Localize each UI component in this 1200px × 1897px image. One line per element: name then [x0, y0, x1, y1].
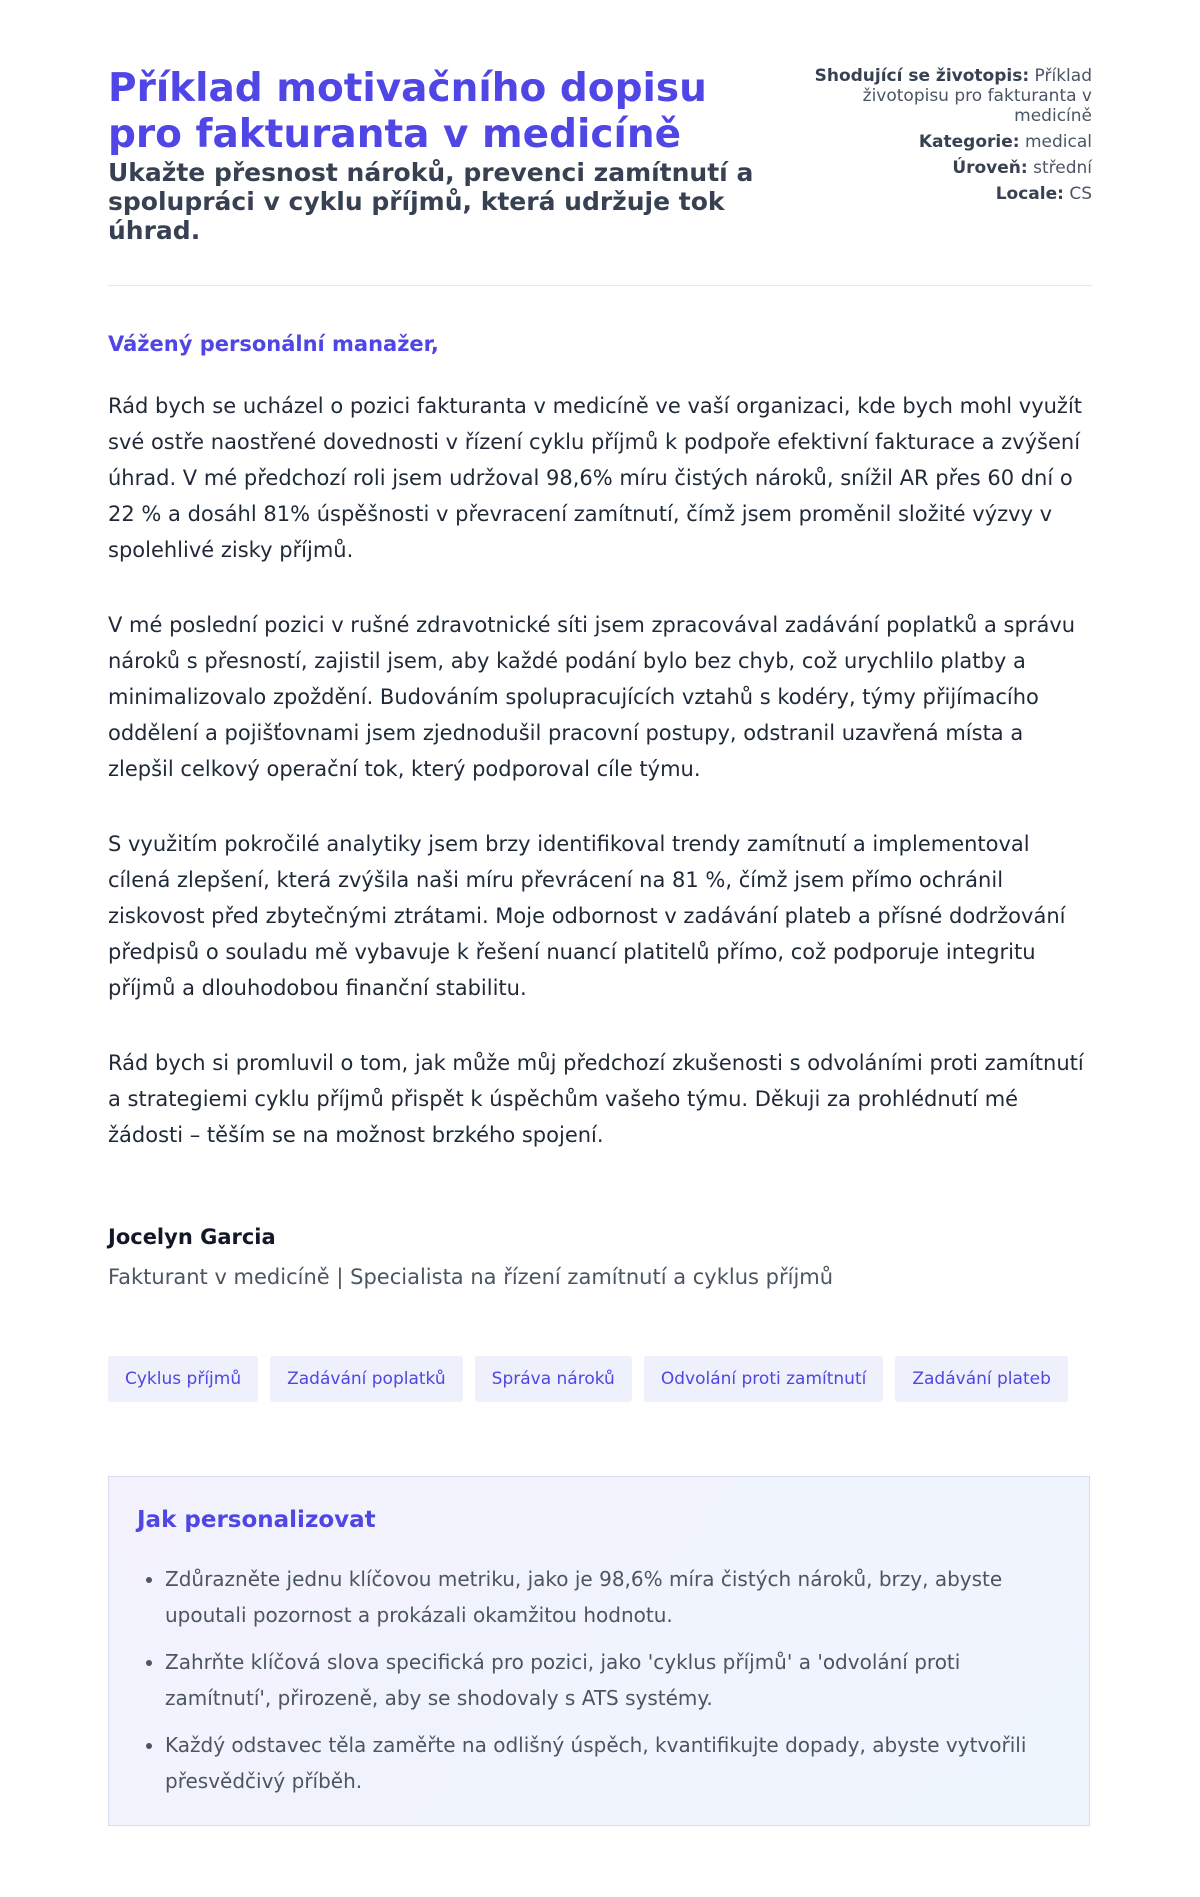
letter-greeting: Vážený personální manažer,	[108, 332, 439, 356]
skill-tag[interactable]: Odvolání proti zamítnutí	[644, 1356, 884, 1402]
tips-list	[137, 1561, 1065, 1810]
meta-level	[792, 158, 1092, 178]
skill-tag[interactable]: Zadávání poplatků	[270, 1356, 463, 1402]
letter-paragraph: S využitím pokročilé analytiky jsem brzy identifikoval trendy zamítnutí a implementoval cílená zlepšení, která zvýšila naši míru převrácení na 81 %, čímž jsem přímo ochránil ziskovost před zbytečnými ztrátami. Moje odbornost v zadávání plateb a přísné dodržování předpisů o souladu mě vybavuje k řešení nuancí platitelů přímo, což podporuje integritu příjmů a dlouhodobou finanční stabilitu.	[108, 832, 1066, 1000]
tip-item: • Každý odstavec těla zaměřte na odlišný úspěch, kvantifikujte dopady, abyste vytvořili přesvědčivý příběh.	[165, 1727, 1065, 1799]
signature-name: Jocelyn Garcia	[108, 1225, 276, 1249]
meta-category-value: medical	[1024, 132, 1092, 152]
meta-level-value: střední	[1033, 158, 1092, 178]
skill-tags	[108, 1356, 1068, 1402]
page-header	[108, 0, 1092, 286]
tip-item: • Zahrňte klíčová slova specifická pro pozici, jako 'cyklus příjmů' a 'odvolání proti zamítnutí', přirozeně, aby se shodovaly s ATS systémy.	[165, 1644, 1065, 1716]
letter-body	[108, 388, 1092, 1192]
tips-title: Jak personalizovat	[137, 1507, 376, 1533]
letter-paragraph: V mé poslední pozici v rušné zdravotnické síti jsem zpracovával zadávání poplatků a správu nároků s přesností, zajistil jsem, aby každé podání bylo bez chyb, což urychlilo platby a minimalizovalo zpoždění. Budováním spolupracujících vztahů s kodéry, týmy přijímacího oddělení a pojišťovnami jsem zjednodušil pracovní postupy, odstranil uzavřená místa a zlepšil celkový operační tok, který podporoval cíle týmu.	[108, 613, 1076, 781]
meta-locale-label: Locale:	[995, 184, 1064, 204]
meta-locale-value: CS	[1069, 184, 1092, 204]
meta-panel	[792, 66, 1092, 210]
personalize-tips-box	[108, 1476, 1090, 1826]
letter-paragraph: Rád bych si promluvil o tom, jak může můj předchozí zkušenosti s odvoláními proti zamítnutí a strategiemi cyklu příjmů přispět k úspěchům vašeho týmu. Děkuji za prohlédnutí mé žádosti – těším se na možnost brzkého spojení.	[108, 1051, 1084, 1147]
tip-item: • Zdůrazněte jednu klíčovou metriku, jako je 98,6% míra čistých nároků, brzy, abyste upoutali pozornost a prokázali okamžitou hodnotu.	[165, 1561, 1065, 1633]
letter-paragraph: Rád bych se ucházel o pozici fakturanta v medicíně ve vaší organizaci, kde bych mohl využít své ostře naostřené dovednosti v řízení cyklu příjmů k podpoře efektivní fakturace a zvýšení úhrad. V mé předchozí roli jsem udržoval 98,6% míru čistých nároků, snížil AR přes 60 dní o 22 % a dosáhl 81% úspěšnosti v převracení zamítnutí, čímž jsem proměnil složité výzvy v spolehlivé zisky příjmů.	[108, 394, 1083, 562]
skill-tag[interactable]: Cyklus příjmů	[108, 1356, 258, 1402]
meta-category-label: Kategorie:	[918, 132, 1020, 152]
meta-level-label: Úroveň:	[952, 158, 1028, 178]
meta-locale	[792, 184, 1092, 204]
cover-letter-page	[108, 0, 1092, 1793]
meta-resume	[792, 66, 1092, 126]
meta-resume-value[interactable]: Příklad životopisu pro fakturanta v medicíně	[862, 66, 1092, 126]
signature-title: Fakturant v medicíně | Specialista na řízení zamítnutí a cyklus příjmů	[108, 1265, 834, 1289]
meta-resume-label: Shodující se životopis:	[814, 66, 1030, 86]
page-title: Příklad motivačního dopisu pro fakturanta v medicíně	[108, 66, 707, 157]
page-subtitle: Ukažte přesnost nároků, prevenci zamítnutí a spolupráci v cyklu příjmů, která udržuje tok úhrad.	[108, 158, 754, 245]
meta-category	[792, 132, 1092, 152]
skill-tag[interactable]: Správa nároků	[475, 1356, 632, 1402]
skill-tag[interactable]: Zadávání plateb	[895, 1356, 1068, 1402]
